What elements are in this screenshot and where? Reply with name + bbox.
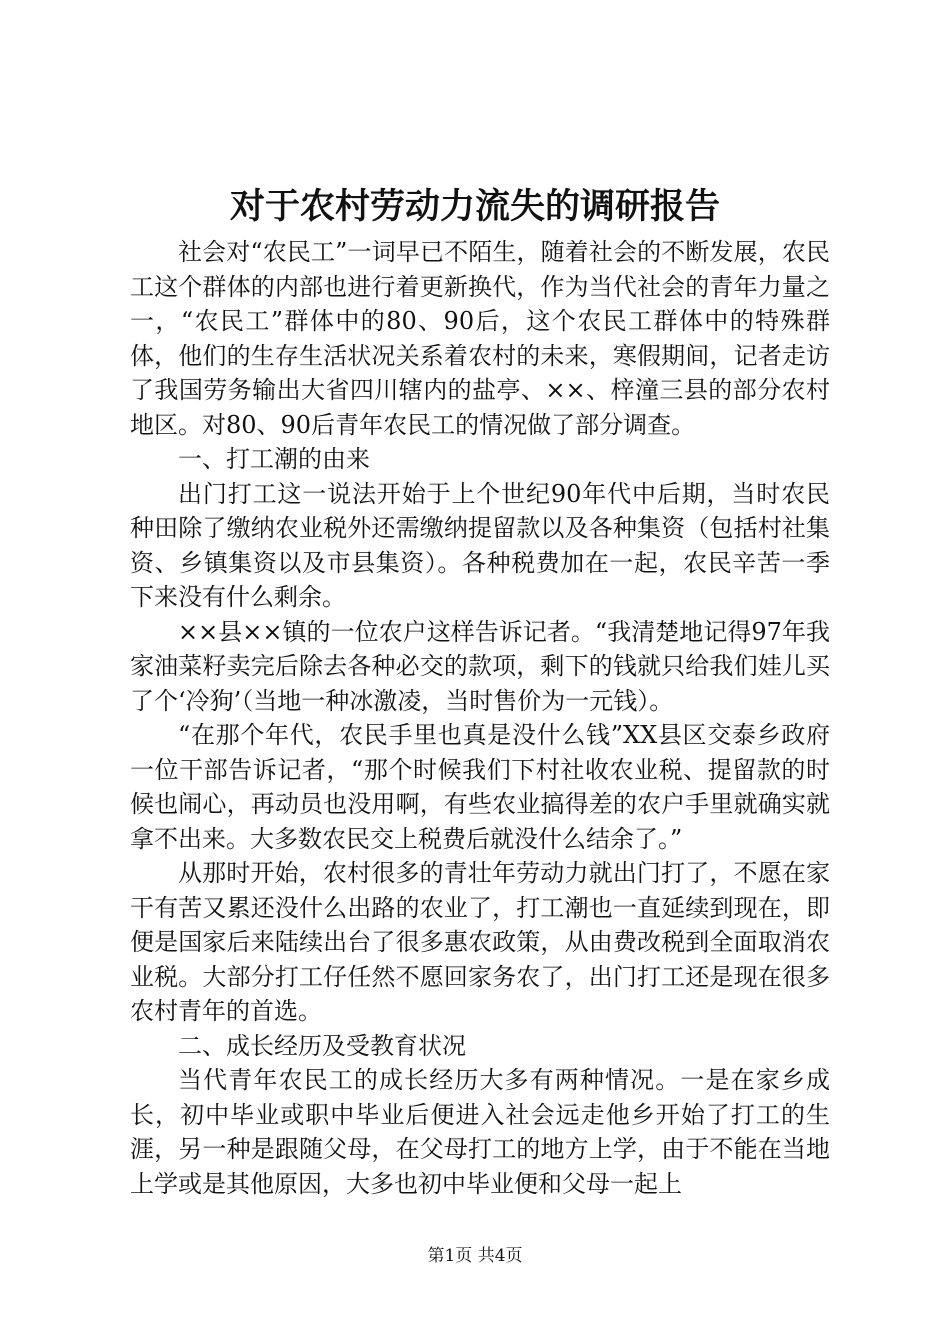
document-body bbox=[130, 235, 830, 1201]
section-heading-2: 二、成长经历及受教育状况 bbox=[178, 1031, 466, 1060]
paragraph-migration-trend: 从那时开始，农村很多的青壮年劳动力就出门打了，不愿在家干有苦又累还没什么出路的农业了，打工潮也一直延续到现在，即便是国家后来陆续出台了很多惠农政策，从由费改税到全面取消农业税。大部分打工仔任然不愿回家务农了，出门打工还是现在很多农村青年的首选。 bbox=[130, 859, 830, 1025]
paragraph-upbringing: 当代青年农民工的成长经历大多有两种情况。一是在家乡成长，初中毕业或职中毕业后便进入社会远走他乡开始了打工的生涯，另一种是跟随父母，在父母打工的地方上学，由于不能在当地上学或是其他原因，大多也初中毕业便和父母一起上 bbox=[130, 1066, 830, 1198]
paragraph-official-quote: “在那个年代，农民手里也真是没什么钱”XX县区交泰乡政府一位干部告诉记者，“那个时候我们下村社收农业税、提留款的时候也闹心，再动员也没用啊，有些农业搞得差的农户手里就确实就拿不出来。大多数农民交上税费后就没什么结余了。” bbox=[130, 721, 830, 853]
paragraph-intro: 社会对“农民工”一词早已不陌生，随着社会的不断发展，农民工这个群体的内部也进行着更新换代，作为当代社会的青年力量之一，“农民工”群体中的80、90后，这个农民工群体中的特殊群体，他们的生存生活状况关系着农村的未来，寒假期间，记者走访了我国劳务输出大省四川辖内的盐亭、××、梓潼三县的部分农村地区。对80、90后青年农民工的情况做了部分调查。 bbox=[130, 238, 830, 439]
paragraph-farmer-quote: ××县××镇的一位农户这样告诉记者。“我清楚地记得97年我家油菜籽卖完后除去各种必交的款项，剩下的钱就只给我们娃儿买了个‘冷狗’（当地一种冰激凌，当时售价为一元钱）。 bbox=[130, 617, 830, 715]
section-heading-1: 一、打工潮的由来 bbox=[178, 445, 370, 473]
page-footer: 第1页 共4页 bbox=[427, 1246, 523, 1266]
document-title: 对于农村劳动力流失的调研报告 bbox=[229, 186, 720, 227]
paragraph-origin: 出门打工这一说法开始于上个世纪90年代中后期，当时农民种田除了缴纳农业税外还需缴纳提留款以及各种集资（包括村社集资、乡镇集资以及市县集资）。各种税费加在一起，农民辛苦一季下来没有什么剩余。 bbox=[130, 479, 830, 611]
